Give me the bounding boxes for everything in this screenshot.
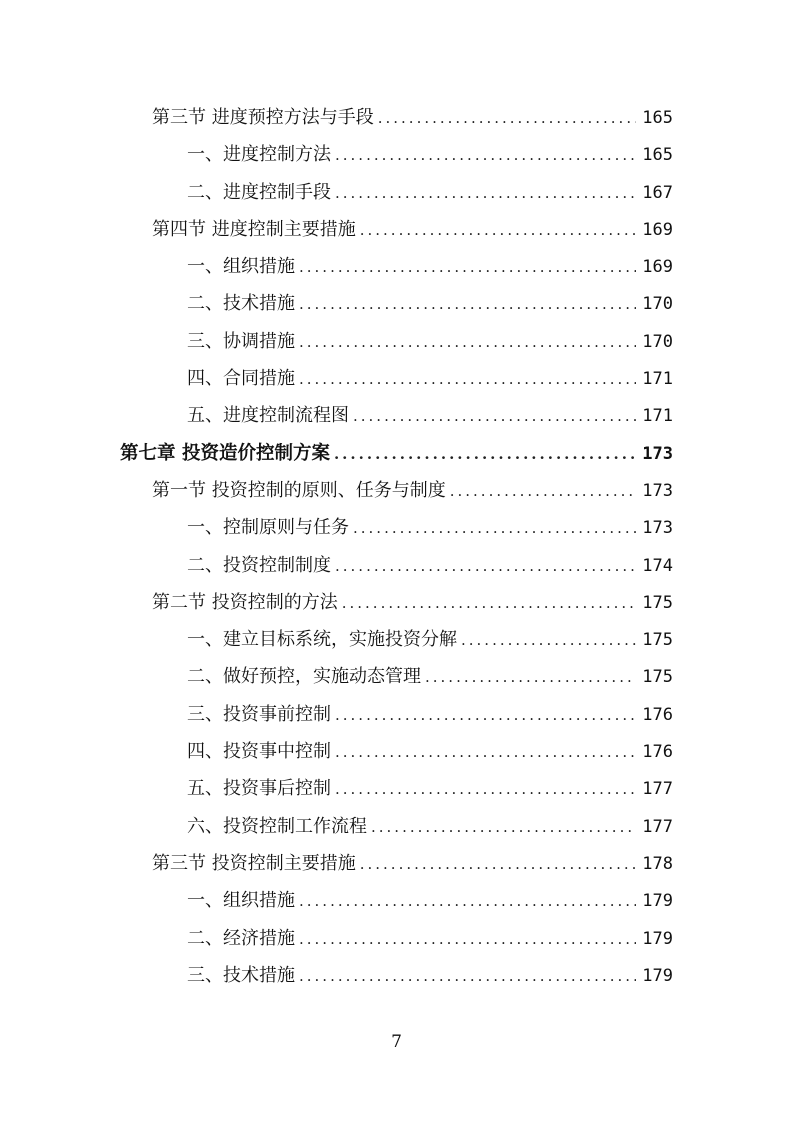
toc-entry-page: 179 — [642, 928, 673, 949]
toc-dot-leader — [335, 548, 636, 585]
toc-entry-page: 173 — [642, 443, 673, 464]
toc-entry-page: 175 — [642, 667, 673, 688]
toc-subsection-entry[interactable] — [0, 658, 793, 695]
toc-entry-title: 一、控制原则与任务 — [187, 517, 349, 539]
toc-dot-leader — [299, 921, 636, 958]
toc-entry-title: 五、进度控制流程图 — [187, 405, 349, 427]
toc-dot-leader — [342, 585, 637, 622]
toc-entry-page: 169 — [642, 257, 673, 278]
toc-dot-leader — [425, 659, 636, 696]
toc-subsection-entry[interactable] — [0, 808, 793, 845]
toc-subsection-entry[interactable] — [0, 770, 793, 807]
toc-subsection-entry[interactable] — [0, 957, 793, 994]
toc-section-entry[interactable] — [0, 472, 793, 509]
toc-dot-leader — [360, 846, 637, 883]
toc-section-entry[interactable] — [0, 211, 793, 248]
toc-subsection-entry[interactable] — [0, 621, 793, 658]
toc-dot-leader — [371, 809, 636, 846]
toc-dot-leader — [299, 286, 636, 323]
toc-entry-title: 一、组织措施 — [187, 890, 295, 912]
toc-entry-page: 171 — [642, 406, 673, 427]
toc-dot-leader — [334, 436, 636, 473]
toc-entry-title: 第一节 投资控制的原则、任务与制度 — [152, 479, 446, 501]
toc-entry-page: 177 — [642, 816, 673, 837]
toc-entry-title: 三、技术措施 — [187, 964, 295, 986]
toc-subsection-entry[interactable] — [0, 547, 793, 584]
toc-entry-title: 第七章 投资造价控制方案 — [120, 442, 330, 464]
toc-subsection-entry[interactable] — [0, 248, 793, 285]
toc-subsection-entry[interactable] — [0, 696, 793, 733]
toc-subsection-entry[interactable] — [0, 136, 793, 173]
toc-dot-leader — [378, 100, 637, 137]
toc-dot-leader — [335, 175, 636, 212]
toc-entry-page: 178 — [642, 853, 673, 874]
table-of-contents — [0, 99, 793, 994]
toc-subsection-entry[interactable] — [0, 509, 793, 546]
toc-subsection-entry[interactable] — [0, 323, 793, 360]
toc-entry-title: 一、建立目标系统，实施投资分解 — [187, 629, 457, 651]
toc-entry-title: 四、投资事中控制 — [187, 741, 331, 763]
toc-entry-page: 173 — [642, 480, 673, 501]
toc-section-entry[interactable] — [0, 99, 793, 136]
toc-entry-page: 177 — [642, 779, 673, 800]
toc-section-entry[interactable] — [0, 584, 793, 621]
toc-subsection-entry[interactable] — [0, 174, 793, 211]
toc-dot-leader — [450, 473, 637, 510]
toc-entry-page: 165 — [642, 145, 673, 166]
toc-entry-title: 二、做好预控，实施动态管理 — [187, 666, 421, 688]
toc-dot-leader — [299, 324, 636, 361]
toc-entry-page: 174 — [642, 555, 673, 576]
toc-entry-page: 170 — [642, 331, 673, 352]
page-number: 7 — [391, 1032, 402, 1052]
toc-entry-page: 175 — [642, 592, 673, 613]
toc-subsection-entry[interactable] — [0, 285, 793, 322]
toc-entry-title: 二、进度控制手段 — [187, 181, 331, 203]
toc-entry-title: 第三节 投资控制主要措施 — [152, 852, 356, 874]
toc-dot-leader — [353, 510, 636, 547]
toc-dot-leader — [360, 212, 637, 249]
toc-entry-page: 165 — [642, 108, 673, 128]
toc-section-entry[interactable] — [0, 845, 793, 882]
toc-entry-title: 第二节 投资控制的方法 — [152, 591, 338, 613]
toc-chapter-entry[interactable] — [0, 435, 793, 472]
toc-entry-page: 179 — [642, 965, 673, 986]
toc-dot-leader — [353, 398, 636, 435]
toc-dot-leader — [299, 883, 636, 920]
toc-dot-leader — [299, 249, 636, 286]
toc-entry-title: 一、组织措施 — [187, 256, 295, 278]
toc-dot-leader — [299, 361, 636, 398]
toc-entry-page: 175 — [642, 630, 673, 651]
toc-entry-title: 二、投资控制制度 — [187, 554, 331, 576]
toc-entry-title: 五、投资事后控制 — [187, 778, 331, 800]
toc-entry-title: 三、协调措施 — [187, 330, 295, 352]
toc-entry-page: 176 — [642, 742, 673, 763]
toc-subsection-entry[interactable] — [0, 882, 793, 919]
toc-entry-page: 179 — [642, 891, 673, 912]
toc-dot-leader — [335, 697, 636, 734]
toc-subsection-entry[interactable] — [0, 360, 793, 397]
toc-entry-page: 176 — [642, 704, 673, 725]
toc-entry-page: 169 — [642, 219, 673, 240]
toc-entry-page: 167 — [642, 182, 673, 203]
toc-entry-page: 170 — [642, 294, 673, 315]
toc-entry-page: 173 — [642, 518, 673, 539]
toc-subsection-entry[interactable] — [0, 397, 793, 434]
toc-entry-title: 第四节 进度控制主要措施 — [152, 218, 356, 240]
toc-entry-title: 二、技术措施 — [187, 293, 295, 315]
toc-entry-title: 第三节 进度预控方法与手段 — [152, 107, 374, 128]
toc-entry-title: 二、经济措施 — [187, 927, 295, 949]
toc-dot-leader — [335, 771, 636, 808]
toc-entry-title: 一、进度控制方法 — [187, 144, 331, 166]
toc-dot-leader — [335, 734, 636, 771]
toc-dot-leader — [461, 622, 636, 659]
toc-subsection-entry[interactable] — [0, 920, 793, 957]
toc-dot-leader — [335, 137, 636, 174]
toc-entry-title: 六、投资控制工作流程 — [187, 815, 367, 837]
toc-subsection-entry[interactable] — [0, 733, 793, 770]
toc-entry-title: 四、合同措施 — [187, 368, 295, 390]
toc-dot-leader — [299, 958, 636, 995]
toc-entry-page: 171 — [642, 369, 673, 390]
toc-entry-title: 三、投资事前控制 — [187, 703, 331, 725]
